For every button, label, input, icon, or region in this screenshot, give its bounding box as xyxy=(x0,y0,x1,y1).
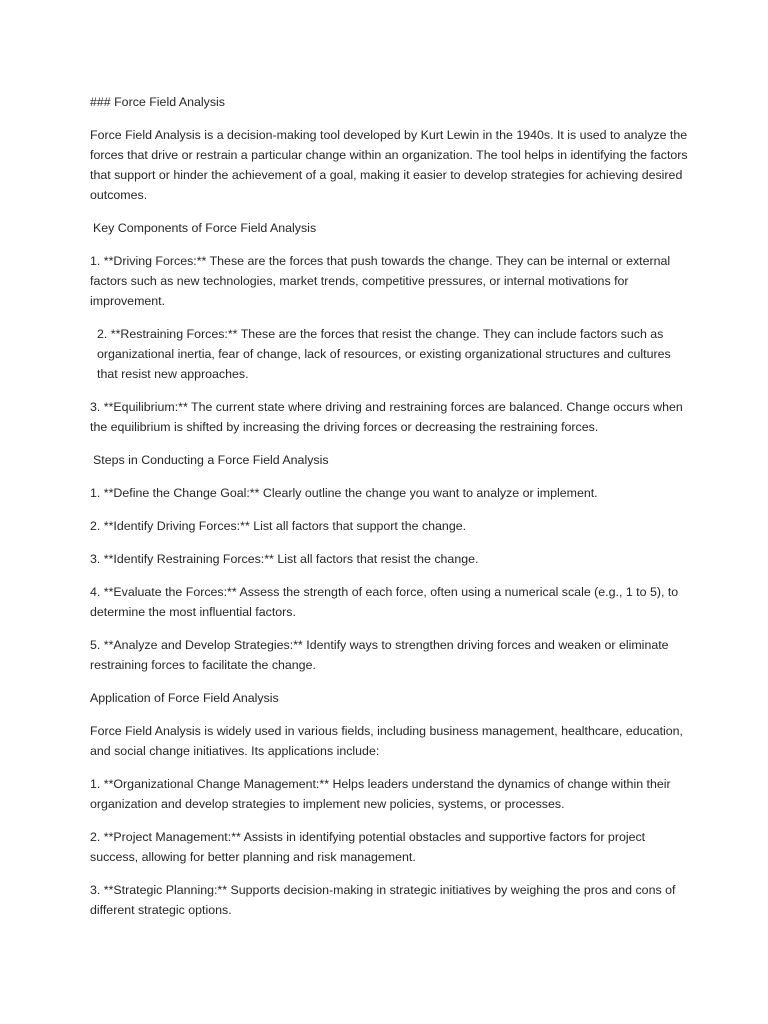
step-item: 4. **Evaluate the Forces:** Assess the strength of each force, often using a numerical scale (e.g., 1 to 5), to determine the most influential factors. xyxy=(90,585,679,619)
key-component-item: 3. **Equilibrium:** The current state where driving and restraining forces are balanced. Change occurs when the equilibrium is shifted by increasing the driving forces or decreasing the restraining forces. xyxy=(90,400,683,434)
key-component-item: 2. **Restraining Forces:** These are the forces that resist the change. They can include factors such as organizational inertia, fear of change, lack of resources, or existing organizational structures and cultures that resist new approaches. xyxy=(97,327,671,381)
intro-paragraph: Force Field Analysis is a decision-making tool developed by Kurt Lewin in the 1940s. It is used to analyze the forces that drive or restrain a particular change within an organization. The tool helps in identifying the factors that support or hinder the achievement of a goal, making it easier to develop strategies for achieving desired outcomes. xyxy=(90,128,688,202)
application-item: 1. **Organizational Change Management:** Helps leaders understand the dynamics of change within their organization and develop strategies to implement new policies, systems, or processes. xyxy=(90,777,671,811)
step-item: 1. **Define the Change Goal:** Clearly outline the change you want to analyze or implement. xyxy=(90,486,598,500)
key-component-item: 1. **Driving Forces:** These are the forces that push towards the change. They can be internal or external factors such as new technologies, market trends, competitive pressures, or internal motivations for improvement. xyxy=(90,254,671,308)
document-body xyxy=(90,92,690,933)
application-intro: Force Field Analysis is widely used in various fields, including business management, healthcare, education, and social change initiatives. Its applications include: xyxy=(90,724,684,758)
application-item: 2. **Project Management:** Assists in identifying potential obstacles and supportive factors for project success, allowing for better planning and risk management. xyxy=(90,830,646,864)
steps-heading: Steps in Conducting a Force Field Analysis xyxy=(93,453,329,467)
application-heading: Application of Force Field Analysis xyxy=(90,691,279,705)
document-heading: ### Force Field Analysis xyxy=(90,95,225,109)
step-item: 2. **Identify Driving Forces:** List all factors that support the change. xyxy=(90,519,467,533)
step-item: 5. **Analyze and Develop Strategies:** Identify ways to strengthen driving forces and weaken or eliminate restraining forces to facilitate the change. xyxy=(90,638,669,672)
key-components-heading: Key Components of Force Field Analysis xyxy=(93,221,317,235)
step-item: 3. **Identify Restraining Forces:** List all factors that resist the change. xyxy=(90,552,479,566)
application-item: 3. **Strategic Planning:** Supports decision-making in strategic initiatives by weighing the pros and cons of different strategic options. xyxy=(90,883,676,917)
